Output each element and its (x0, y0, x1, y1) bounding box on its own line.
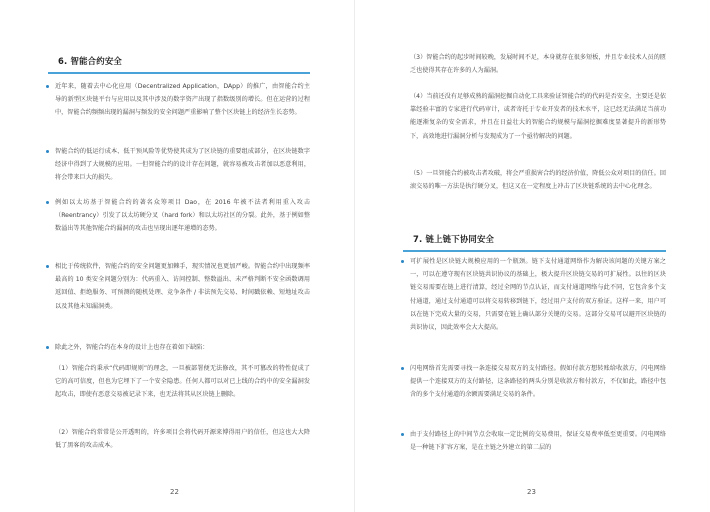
bullet-paragraph: 由于支付路径上的中间节点会收取一定比例的交易费用，保证交易费率低至更重要。闪电网络是一种链下扩容方案，是在主链之外建立的第二层的 (410, 428, 666, 454)
bullet-paragraph: 智能合约的低运行成本、低干预风险等优势使其成为了区块链的重要组成部分，在区块链数字经济中得到了大规模的应用。一但智能合约的设计存在问题，就容易被攻击者加以恶意利用，将会带来巨大的损失。 (55, 145, 310, 185)
section-title-onchain-offchain-security: 7. 链上链下协同安全 (413, 234, 495, 244)
bullet-paragraph: 闪电网络首先需要寻找一条连接交易双方的支付路径。假如付款方想转账给收款方，闪电网络提供一个连接双方的支付路径，这条路径的两头分别是收款方和付款方，不仅如此，路径中包含的多个支付通道的余额需要满足交易的条件。 (410, 362, 666, 402)
bullet-paragraph: 例如以太坊基于智能合约的著名众筹项目 Dao，在 2016 年被不法者利用重入攻击（Reentrancy）引发了以太坊硬分叉（hard fork）和以太坊社区的分裂。此外，基于例如整数溢出等其他智能合约漏洞的攻击也呈现出逐年递增的态势。 (55, 196, 310, 236)
page-number: 23 (527, 488, 536, 496)
bullet-paragraph: 可扩展性是区块链大规模应用的一个瓶颈。链下支付通道网络作为解决该问题的关键方案之一，可以在遵守现有区块链共识协议的基础上，极大提升区块链交易的可扩展性。以往的区块链交易需要在链上进行清算，经过全网的节点认证，而支付通道网络与此不同，它包含多个支付通道，通过支付通道可以将交易转移到链下，经过用户支付的双方验证。这样一来，用户可以在链下完成大量的交易，只需要在链上确认部分关键的交易。这部分交易可以避开区块链的共识协议，因此效率会大大提高。 (410, 255, 666, 334)
page-number: 22 (170, 488, 179, 496)
right-page (355, 0, 710, 512)
numbered-paragraph: （3）智能合约的起步时间较晚，发展时间不足，本身就存在很多短板，并且专业技术人员的匮乏也使得其存在许多的人为漏洞。 (410, 54, 666, 75)
numbered-paragraph: （4）当前还没有足够成熟的漏洞挖掘自动化工具来验证智能合约的代码是否安全，主要还是依靠经验丰富的专家进行代码审计，或者寄托于专业开发者的技术水平，这已经无法满足当前功能逐渐复杂的安全需求，并且在日益壮大的智能合约规模与漏洞挖掘难度显著提升的新形势下，高效地进行漏洞分析与发现成为了一个亟待解决的问题。 (410, 93, 666, 140)
numbered-paragraph: （1）智能合约秉承“代码即规则”的理念，一旦被部署便无法修改，其不可篡改的特性促成了它的高可信度，但也为它埋下了一个安全隐患。任何人都可以对已上线的合约中的安全漏洞发起攻击，即使有恶意交易被记录下来，也无法将其从区块链上删除。 (55, 365, 310, 399)
section-title-smart-contract-security: 6. 智能合约安全 (58, 56, 122, 66)
section-divider (48, 72, 310, 74)
numbered-paragraph: （2）智能合约常常是公开透明的，许多项目会将代码开源来博得用户的信任，但这也大大降低了黑客的攻击成本。 (55, 429, 310, 450)
bullet-paragraph: 除此之外，智能合约在本身的设计上也存在着如下缺陷： (55, 341, 310, 354)
bullet-paragraph: 相比于传统软件，智能合约的安全问题更加棘手，现实情况也更加严峻。智能合约中出现频率最高的 10 类安全问题分别为：代码重入、访问控制、整数溢出、未严格判断不安全函数调用返回值、拒绝服务、可预测的随机处理、竞争条件 / 非法预先交易、时间戳依赖、短地址攻击以及其他未知漏洞类。 (55, 260, 310, 313)
section-divider (403, 250, 666, 252)
bullet-paragraph: 近年来，随着去中心化应用（Decentralized Application，DApp）的推广，由智能合约主导的新型区块链平台与应用以及其中涉及的数字资产出现了指数级别的增长。但在运营的过程中，智能合约频频出现的漏洞与频发的安全问题严重影响了整个区块链上的经济生长态势。 (55, 80, 310, 120)
numbered-paragraph: （5）一旦智能合约被攻击者攻破，将会严重损害合约的经济价值，降低公众对项目的信任。回滚交易的唯一方法是执行硬分叉，但这又在一定程度上冲击了区块链系统的去中心化理念。 (410, 170, 666, 191)
